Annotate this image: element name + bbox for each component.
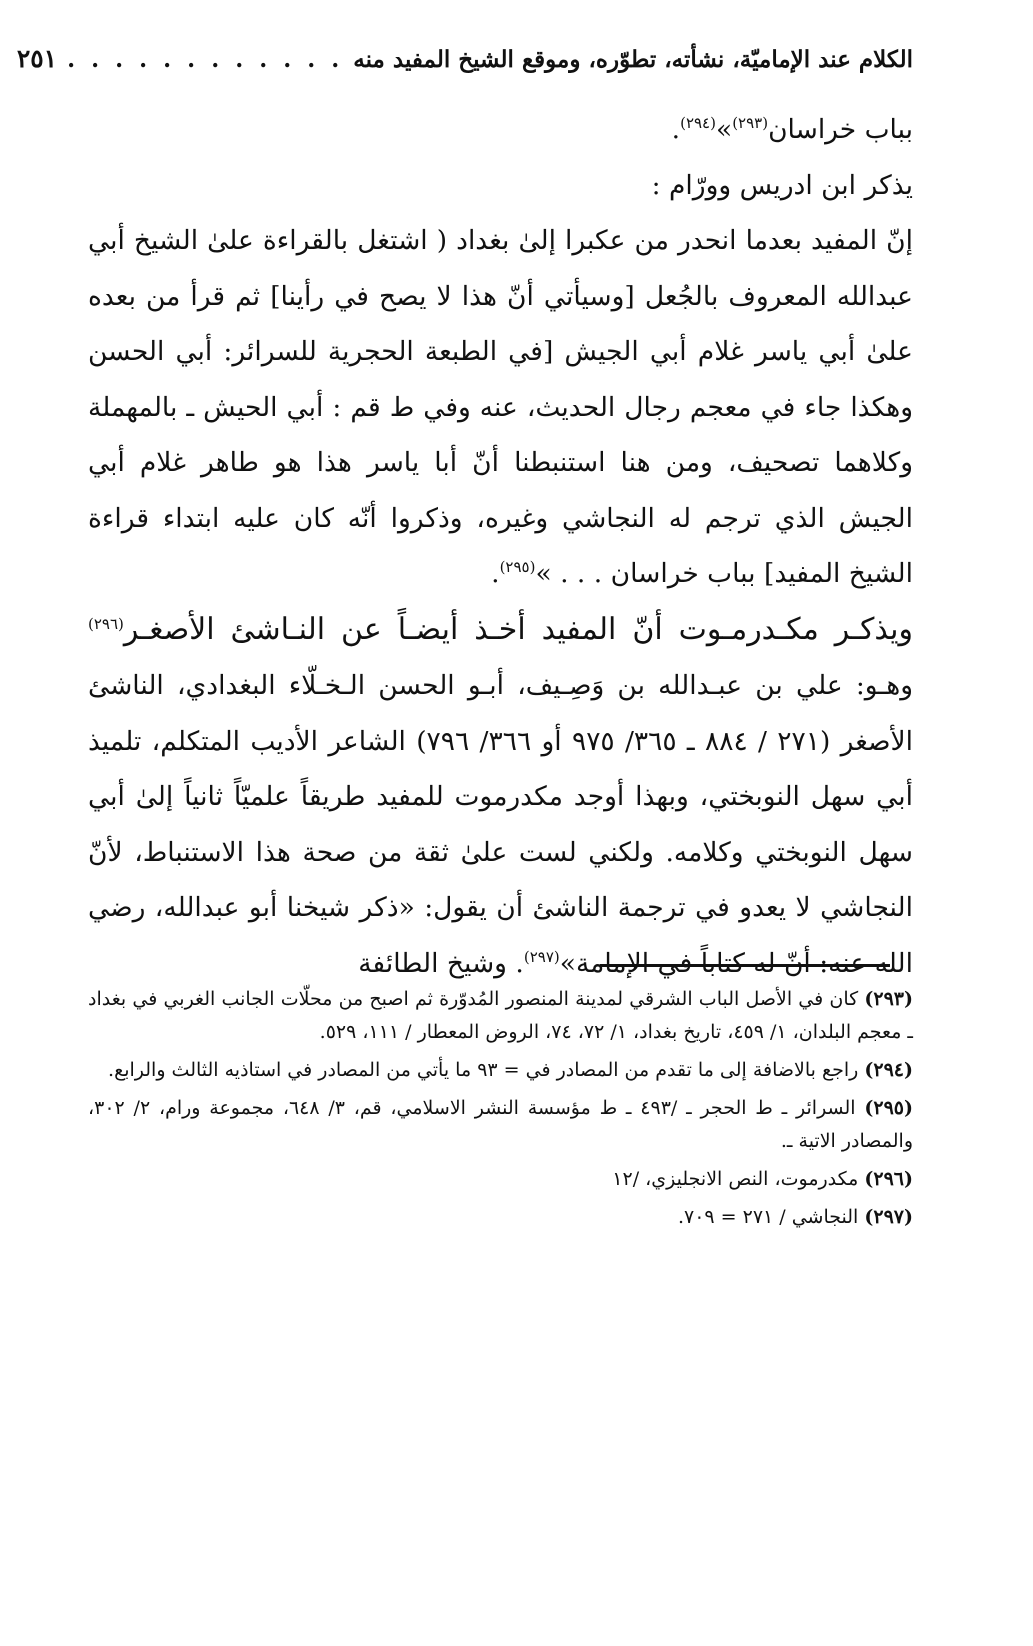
footnote-ref-294: (٢٩٤) bbox=[680, 114, 716, 133]
footnote-295: (٢٩٥) السرائر ـ ط الحجر ـ /٤٩٣ ـ ط مؤسسة النشر الاسلامي، قم، ٣/ ٦٤٨، مجموعة ورام، ٢/ ٣٠٢، والمصادر الاتية ـ. bbox=[88, 1097, 913, 1152]
page-number: ٢٥١ bbox=[16, 44, 58, 73]
footnote-296: (٢٩٦) مكدرموت، النص الانجليزي، /١٢ bbox=[612, 1168, 913, 1190]
main-text bbox=[88, 102, 913, 991]
paragraph-4: ويذكـر مكـدرمـوت أنّ المفيد أخـذ أيضـاً عن النـاشئ الأصغـر$^{(٢٩٦)}$ وهـو: علي بن عبـدالله بن وَصِـيف، أبـو الحسن الـخـلّاء البغدادي، الناشئ الأصغر (٢٧١ / ٨٨٤ ـ ٣٦٥/ ٩٧٥ أو ٣٦٦/ ٧٩٦) الشاعر الأديب المتكلم، تلميذ أبي سهل النوبختي، وبهذا أوجد مكدرموت للمفيد طريقاً علميّاً ثانياً إلىٰ أبي سهل النوبختي وكلامه. ولكني لست علىٰ ثقة من صحة هذا الاستنباط، لأنّ النجاشي لا يعدو في ترجمة الناشئ أن يقول: «ذكر شيخنا أبو عبدالله، رضي الله عنه: أنّ له كتاباً في الإمامة»$^{(٢٩٧)}$. وشيخ الطائفة bbox=[88, 611, 913, 979]
footnote-ref-297: (٢٩٧) bbox=[523, 947, 560, 966]
footnote-divider bbox=[600, 964, 890, 967]
paragraph-3-quote: إنّ المفيد بعدما انحدر من عكبرا إلىٰ بغداد ( اشتغل بالقراءة علىٰ الشيخ أبي عبدالله المعروف بالجُعل [وسيأتي أنّ هذا لا يصح في رأينا] ثم قرأ من بعده علىٰ أبي ياسر غلام أبي الجيش [في الطبعة الحجرية للسرائر: أبي الحسن وهكذا جاء في معجم رجال الحديث، عنه وفي ط قم : أبي الحيش ـ بالمهملة وكلاهما تصحيف، ومن هنا استنبطنا أنّ أبا ياسر هذا هو طاهر غلام أبي الجيش الذي ترجم له النجاشي وغيره، وذكروا أنّه كان عليه ابتداء قراءة الشيخ المفيد] بباب خراسان . . . »$^{(٢٩٥)}$. bbox=[88, 225, 913, 589]
footnote-294: (٢٩٤) راجع بالاضافة إلى ما تقدم من المصادر في = ٩٣ ما يأتي من المصادر في استاذيه الثالث والرابع. bbox=[108, 1059, 913, 1081]
running-title: الكلام عند الإماميّة، نشأته، تطوّره، وموقع الشيخ المفيد منه bbox=[353, 46, 913, 73]
footnotes bbox=[88, 983, 913, 1239]
paragraph-1: بباب خراسان$^{(٢٩٣)}$»$^{(٢٩٤)}$. bbox=[671, 114, 913, 145]
header-leader-dots: . . . . . . . . . . . . bbox=[67, 46, 344, 73]
footnote-ref-293: (٢٩٣) bbox=[732, 114, 769, 133]
footnote-ref-296: (٢٩٦) bbox=[88, 614, 124, 633]
footnote-ref-295: (٢٩٥) bbox=[499, 558, 536, 577]
footnote-297: (٢٩٧) النجاشي / ٢٧١ = ٧٠٩. bbox=[677, 1206, 913, 1228]
footnote-293: (٢٩٣) كان في الأصل الباب الشرقي لمدينة المنصور المُدوّرة ثم اصبح من محلّات الجانب الغربي في بغداد ـ معجم البلدان، ١/ ٤٥٩، تاريخ بغداد، ١/ ٧٢، ٧٤، الروض المعطار / ١١١، ٥٢٩. bbox=[88, 988, 913, 1043]
page-header bbox=[16, 44, 913, 73]
paragraph-2: يذكر ابن ادريس وورّام : bbox=[651, 169, 913, 201]
